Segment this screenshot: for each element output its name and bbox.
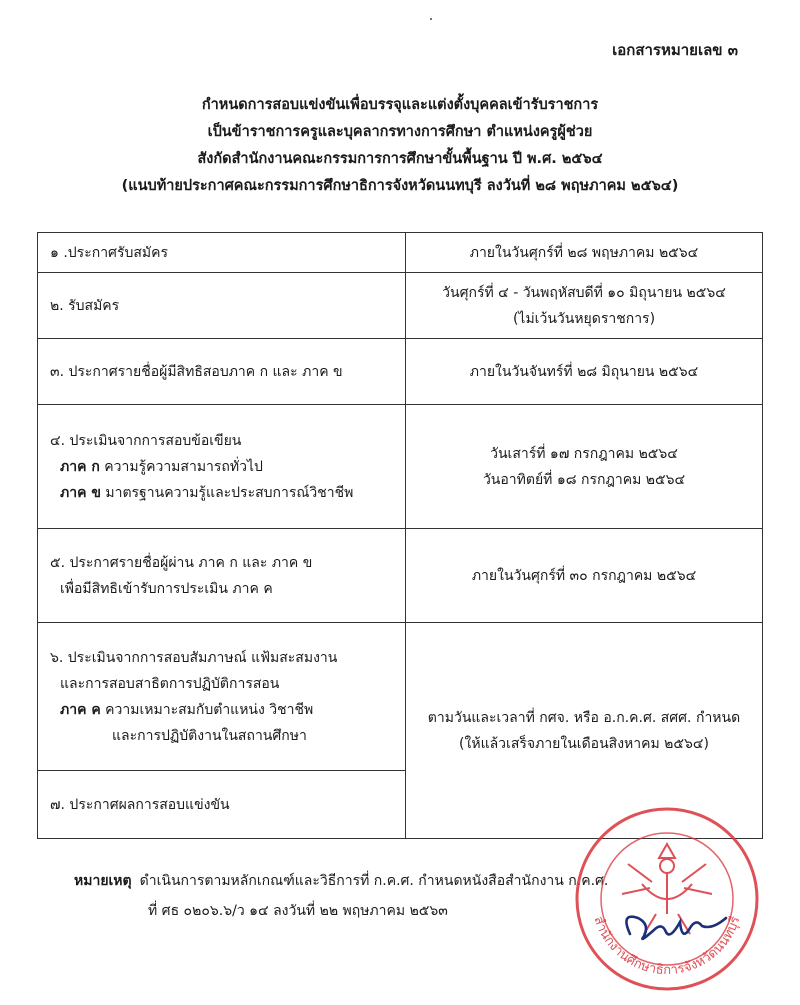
- footnote-line-2: ที่ ศธ ๐๒๐๖.๖/ว ๑๔ ลงวันที่ ๒๒ พฤษภาคม ๒๕๖๓: [148, 903, 448, 919]
- section-label: ภาค ก: [60, 458, 100, 475]
- schedule-row: [38, 623, 763, 771]
- schedule-row: [38, 529, 763, 623]
- section-desc-cont: และการปฏิบัติงานในสถานศึกษา: [112, 727, 307, 744]
- document-number: เอกสารหมายเลข ๓: [612, 41, 738, 59]
- step-cell: [38, 405, 406, 529]
- step-label: ๓. ประกาศรายชื่อผู้มีสิทธิสอบภาค ก และ ภาค ข: [50, 363, 343, 380]
- speck: [430, 18, 432, 20]
- footnote-label: หมายเหตุ: [74, 873, 132, 889]
- heading-line-3: สังกัดสำนักงานคณะกรรมการการศึกษาขั้นพื้นฐาน ปี พ.ศ. ๒๕๖๔: [197, 151, 603, 167]
- date-note: (ให้แล้วเสร็จภายในเดือนสิงหาคม ๒๕๖๔): [459, 735, 709, 752]
- date-text: วันศุกร์ที่ ๔ - วันพฤหัสบดีที่ ๑๐ มิถุนายน ๒๕๖๔: [442, 284, 726, 301]
- section-desc: ความเหมาะสมกับตำแหน่ง วิชาชีพ: [100, 701, 314, 718]
- sub-item: [50, 480, 393, 506]
- section-label: ภาค ข: [60, 484, 101, 501]
- schedule-row: [38, 405, 763, 529]
- date-cell: [406, 529, 763, 623]
- date-cell: [406, 273, 763, 339]
- date-text: วันอาทิตย์ที่ ๑๘ กรกฎาคม ๒๕๖๔: [482, 471, 686, 488]
- schedule-row: [38, 233, 763, 273]
- date-text: ภายในวันศุกร์ที่ ๒๘ พฤษภาคม ๒๕๖๔: [469, 244, 699, 261]
- garuda-emblem-icon: [622, 844, 712, 934]
- step-label: ๖. ประเมินจากการสอบสัมภาษณ์ แฟ้มสะสมงาน: [50, 649, 338, 666]
- date-text: วันเสาร์ที่ ๑๗ กรกฎาคม ๒๕๖๔: [490, 445, 678, 462]
- document-heading: [0, 92, 800, 200]
- section-label: ภาค ค: [60, 701, 101, 718]
- signature-icon: [626, 917, 726, 939]
- svg-text:สำนักงานศึกษาธิการจังหวัดนนทบุ: [590, 914, 743, 978]
- section-desc: ความรู้ความสามารถทั่วไป: [99, 458, 263, 475]
- step-cell: [38, 233, 406, 273]
- date-cell: [406, 405, 763, 529]
- date-note: (ไม่เว้นวันหยุดราชการ): [512, 310, 656, 327]
- step-label: ๗. ประกาศผลการสอบแข่งขัน: [50, 796, 230, 813]
- step-cell: [38, 623, 406, 771]
- sub-item: [50, 454, 393, 480]
- date-cell: [406, 339, 763, 405]
- footnote-line-1: [74, 866, 608, 896]
- sub-item: [50, 697, 393, 723]
- step-cell: [38, 771, 406, 839]
- step-label-cont: เพื่อมีสิทธิเข้ารับการประเมิน ภาค ค: [60, 580, 273, 597]
- step-label: ๑ .ประกาศรับสมัคร: [50, 244, 169, 261]
- date-cell: [406, 233, 763, 273]
- date-text: ภายในวันศุกร์ที่ ๓๐ กรกฎาคม ๒๕๖๔: [471, 567, 697, 584]
- step-label: ๕. ประกาศรายชื่อผู้ผ่าน ภาค ก และ ภาค ข: [50, 554, 313, 571]
- footnote-text: ดำเนินการตามหลักเกณฑ์และวิธีการที่ ก.ค.ศ. กำหนดหนังสือสำนักงาน ก.ค.ศ.: [139, 873, 609, 889]
- schedule-row: [38, 273, 763, 339]
- heading-line-4: (แนบท้ายประกาศคณะกรรมการศึกษาธิการจังหวัดนนทบุรี ลงวันที่ ๒๘ พฤษภาคม ๒๕๖๔): [121, 178, 679, 194]
- date-text: ตามวันและเวลาที่ กศจ. หรือ อ.ก.ค.ศ. สศศ. กำหนด: [427, 709, 741, 726]
- seal-text: สำนักงานศึกษาธิการจังหวัดนนทบุรี: [590, 914, 744, 979]
- heading-line-1: กำหนดการสอบแข่งขันเพื่อบรรจุและแต่งตั้งบุคคลเข้ารับราชการ: [201, 97, 599, 113]
- official-seal: [572, 804, 762, 994]
- step-cell: [38, 529, 406, 623]
- step-label: ๔. ประเมินจากการสอบข้อเขียน: [50, 432, 242, 449]
- schedule-row: [38, 339, 763, 405]
- step-label: ๒. รับสมัคร: [50, 297, 120, 314]
- step-cell: [38, 339, 406, 405]
- step-label-cont: และการสอบสาธิตการปฏิบัติการสอน: [60, 675, 280, 692]
- heading-line-2: เป็นข้าราชการครูและบุคลากรทางการศึกษา ตำแหน่งครูผู้ช่วย: [207, 124, 593, 140]
- date-text: ภายในวันจันทร์ที่ ๒๘ มิถุนายน ๒๕๖๔: [469, 363, 699, 380]
- step-cell: [38, 273, 406, 339]
- footnote: [74, 866, 608, 926]
- schedule-table: [37, 232, 763, 839]
- section-desc: มาตรฐานความรู้และประสบการณ์วิชาชีพ: [100, 484, 354, 501]
